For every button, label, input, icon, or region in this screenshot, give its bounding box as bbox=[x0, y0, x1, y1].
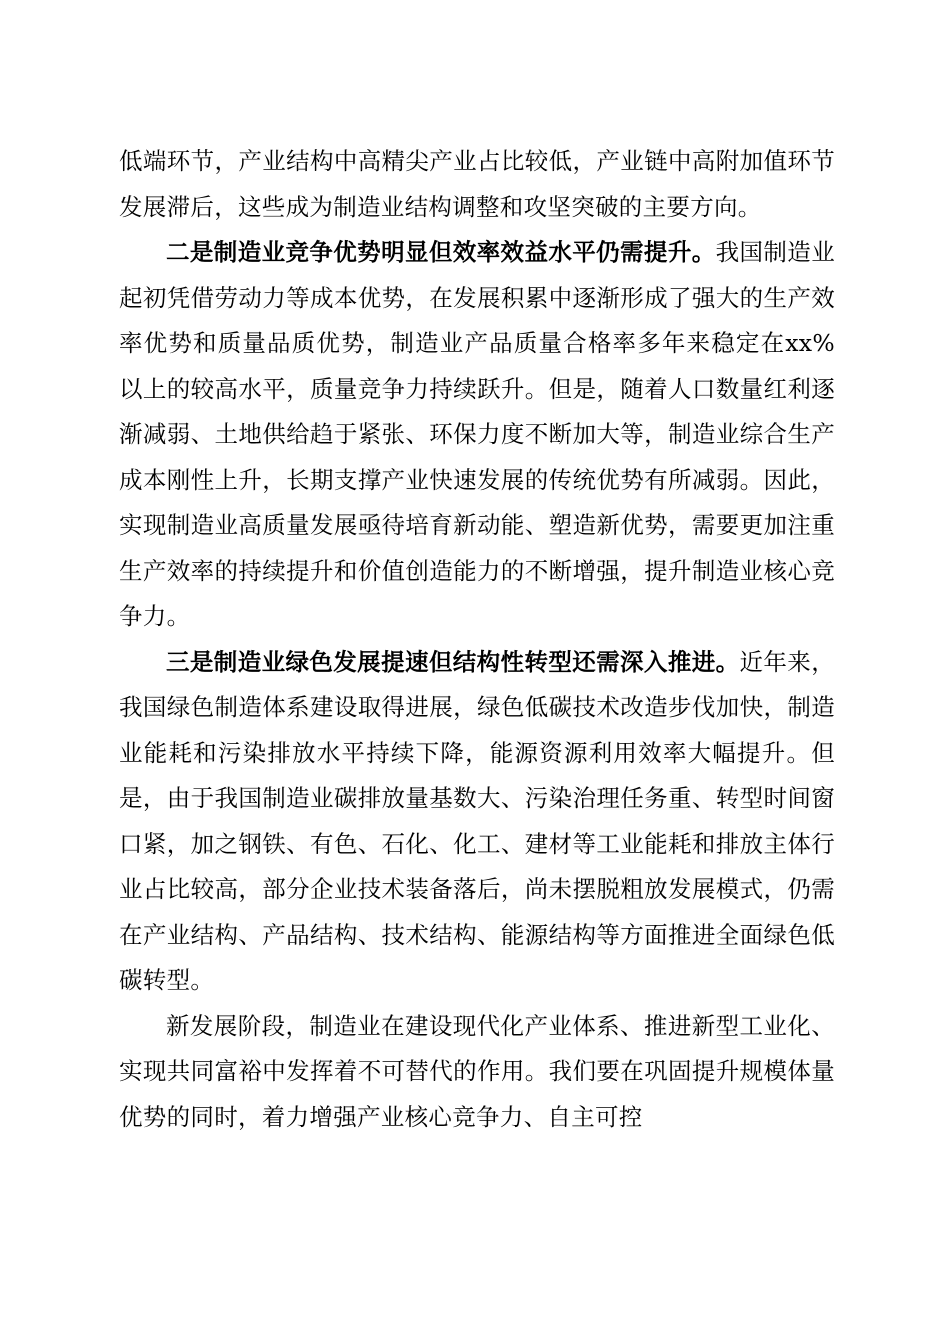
paragraph-new-stage bbox=[119, 1004, 835, 1141]
paragraph-continuation bbox=[119, 139, 835, 230]
document-body bbox=[119, 139, 835, 1140]
paragraph-text: 近年来，我国绿色制造体系建设取得进展，绿色低碳技术改造步伐加快，制造业能耗和污染排放水平持续下降，能源资源利用效率大幅提升。但是，由于我国制造业碳排放量基数大、污染治理任务重、转型时间窗口紧，加之钢铁、有色、石化、化工、建材等工业能耗和排放主体行业占比较高，部分企业技术装备落后，尚未摆脱粗放发展模式，仍需在产业结构、产品结构、技术结构、能源结构等方面推进全面绿色低碳转型。 bbox=[119, 647, 836, 994]
paragraph-text: 新发展阶段，制造业在建设现代化产业体系、推进新型工业化、实现共同富裕中发挥着不可替代的作用。我们要在巩固提升规模体量优势的同时，着力增强产业核心竞争力、自主可控 bbox=[119, 1011, 835, 1131]
paragraph-text: 低端环节，产业结构中高精尖产业占比较低，产业链中高附加值环节发展滞后，这些成为制造业结构调整和攻坚突破的主要方向。 bbox=[119, 147, 835, 221]
paragraph-competitive-advantage bbox=[119, 230, 835, 640]
paragraph-lead-heading: 三是制造业绿色发展提速但结构性转型还需深入推进。 bbox=[166, 647, 740, 676]
paragraph-lead-heading: 二是制造业竞争优势明显但效率效益水平仍需提升。 bbox=[166, 238, 716, 266]
paragraph-green-development bbox=[119, 640, 835, 1004]
paragraph-text: 我国制造业起初凭借劳动力等成本优势，在发展积累中逐渐形成了强大的生产效率优势和质量品质优势，制造业产品质量合格率多年来稳定在xx%以上的较高水平，质量竞争力持续跃升。但是，随着人口数量红利逐渐减弱、土地供给趋于紧张、环保力度不断加大等，制造业综合生产成本刚性上升，长期支撑产业快速发展的传统优势有所减弱。因此，实现制造业高质量发展亟待培育新动能、塑造新优势，需要更加注重生产效率的持续提升和价值创造能力的不断增强，提升制造业核心竞争力。 bbox=[119, 238, 835, 630]
